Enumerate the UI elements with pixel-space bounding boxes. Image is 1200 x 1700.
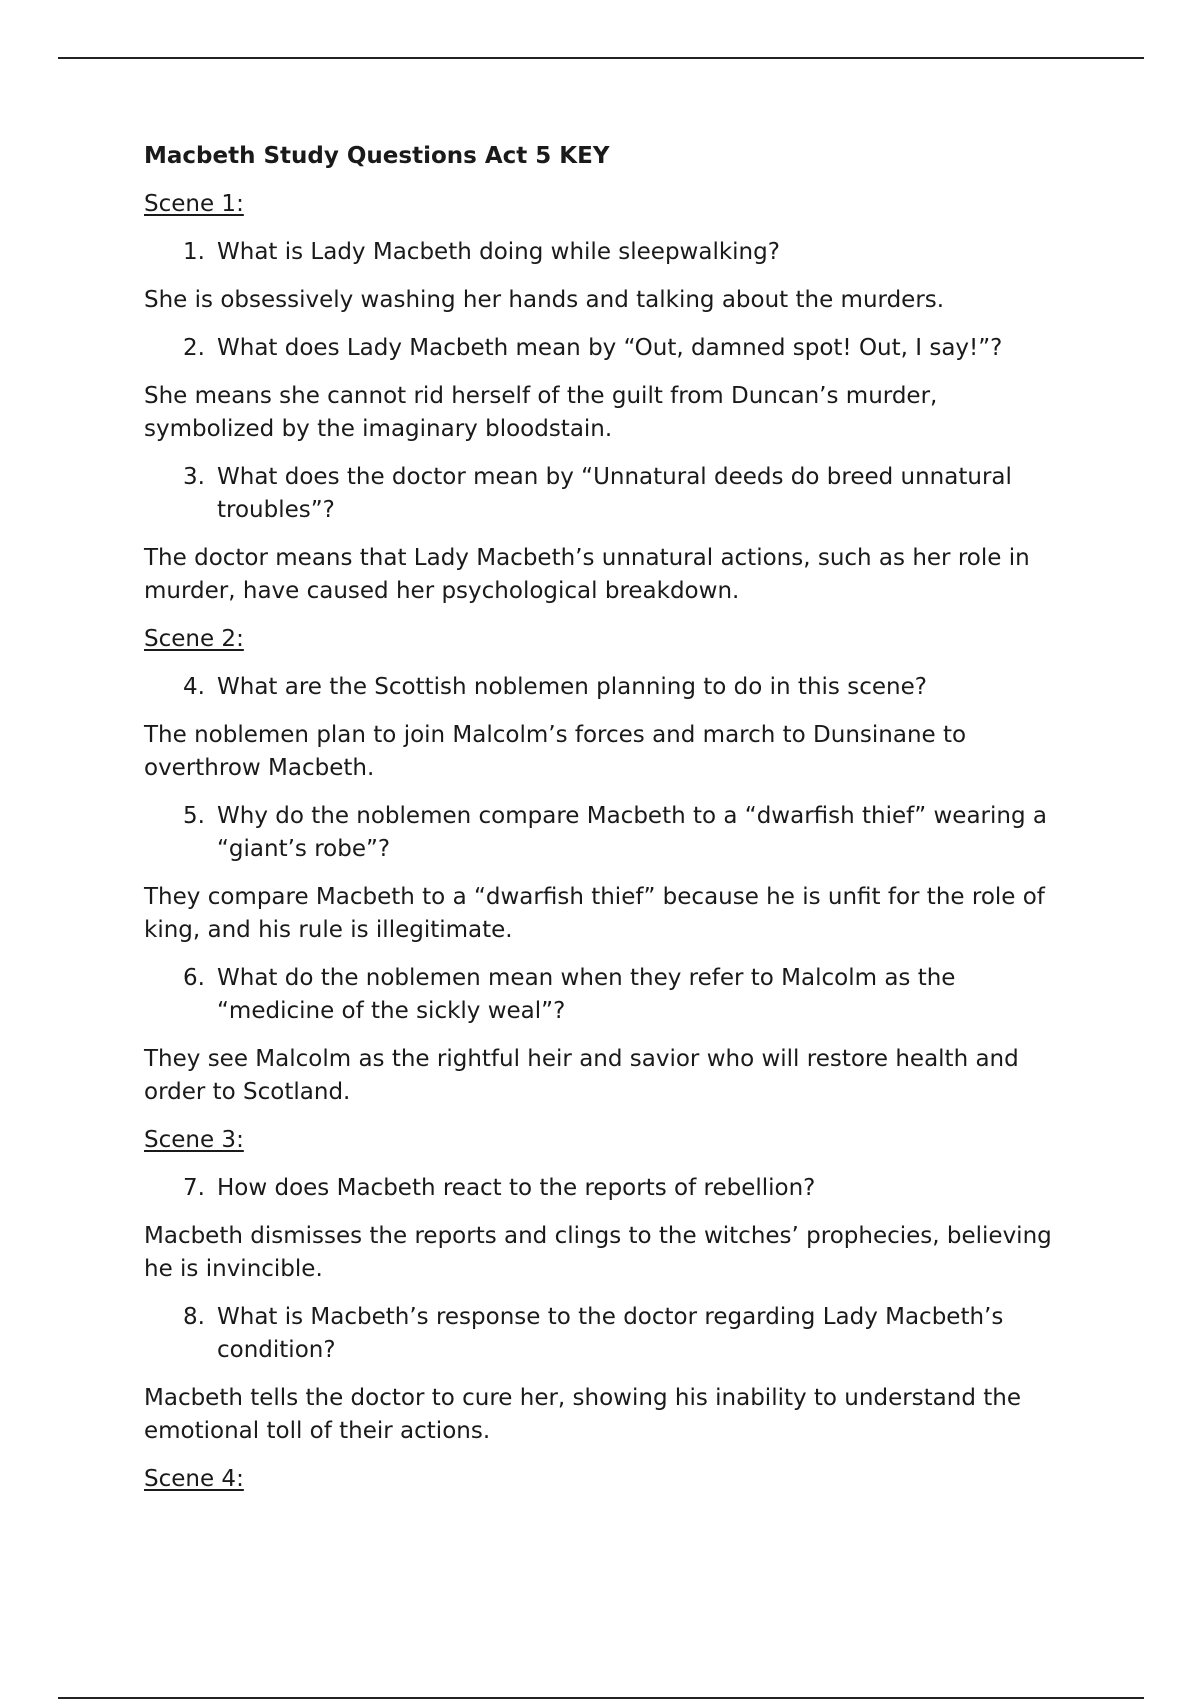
answer-text: She is obsessively washing her hands and talking about the murders.	[144, 287, 945, 313]
question-item	[144, 461, 1074, 527]
answer-text: The doctor means that Lady Macbeth’s unnatural actions, such as her role in murder, have caused her psychological breakdown.	[144, 545, 1030, 604]
scene-heading: Scene 2:	[144, 626, 244, 652]
question-number: 8.	[183, 1304, 205, 1330]
question-item	[144, 332, 1074, 365]
question-text: What are the Scottish noblemen planning to do in this scene?	[217, 674, 927, 700]
question-item	[144, 671, 1074, 704]
question-text: What does the doctor mean by “Unnatural deeds do breed unnatural troubles”?	[217, 464, 1012, 523]
answer-text: The noblemen plan to join Malcolm’s forces and march to Dunsinane to overthrow Macbeth.	[144, 722, 967, 781]
answer-text: Macbeth dismisses the reports and clings to the witches’ prophecies, believing he is invincible.	[144, 1223, 1052, 1282]
question-text: What do the noblemen mean when they refer to Malcolm as the “medicine of the sickly weal”?	[217, 965, 956, 1024]
scene-heading: Scene 4:	[144, 1466, 244, 1492]
question-text: What is Macbeth’s response to the doctor regarding Lady Macbeth’s condition?	[217, 1304, 1004, 1363]
question-number: 3.	[183, 464, 205, 490]
question-item	[144, 800, 1074, 866]
question-item	[144, 962, 1074, 1028]
question-number: 4.	[183, 674, 205, 700]
question-number: 5.	[183, 803, 205, 829]
question-number: 7.	[183, 1175, 205, 1201]
question-item	[144, 1172, 1074, 1205]
answer-text: They see Malcolm as the rightful heir and savior who will restore health and order to Scotland.	[144, 1046, 1019, 1105]
question-number: 2.	[183, 335, 205, 361]
question-text: What does Lady Macbeth mean by “Out, damned spot! Out, I say!”?	[217, 335, 1003, 361]
document-title: Macbeth Study Questions Act 5 KEY	[144, 143, 610, 169]
header-rule	[58, 57, 1144, 59]
scene-heading: Scene 3:	[144, 1127, 244, 1153]
question-number: 6.	[183, 965, 205, 991]
footer-rule	[58, 1697, 1144, 1699]
scene-heading: Scene 1:	[144, 191, 244, 217]
question-text: What is Lady Macbeth doing while sleepwalking?	[217, 239, 780, 265]
answer-text: Macbeth tells the doctor to cure her, showing his inability to understand the emotional toll of their actions.	[144, 1385, 1021, 1444]
question-text: How does Macbeth react to the reports of rebellion?	[217, 1175, 816, 1201]
document-body	[144, 140, 1074, 1511]
answer-text: She means she cannot rid herself of the guilt from Duncan’s murder, symbolized by the imaginary bloodstain.	[144, 383, 938, 442]
question-text: Why do the noblemen compare Macbeth to a “dwarfish thief” wearing a “giant’s robe”?	[217, 803, 1047, 862]
question-item	[144, 236, 1074, 269]
question-number: 1.	[183, 239, 205, 265]
answer-text: They compare Macbeth to a “dwarfish thief” because he is unfit for the role of king, and his rule is illegitimate.	[144, 884, 1045, 943]
question-item	[144, 1301, 1074, 1367]
